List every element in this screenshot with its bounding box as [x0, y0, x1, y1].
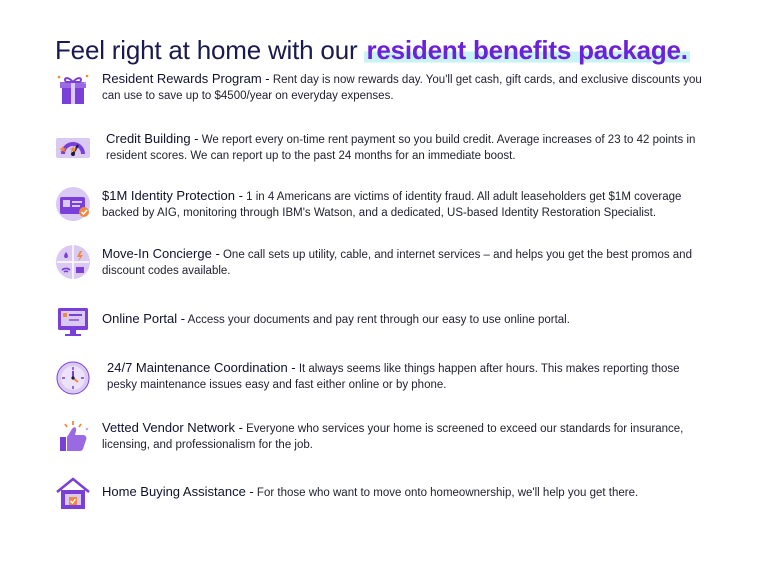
- page-title: [55, 32, 690, 68]
- id-card-icon: [54, 185, 92, 223]
- clock-icon: [54, 359, 92, 397]
- headline-lead: Feel right at home with our: [55, 35, 365, 66]
- benefit-text: [107, 360, 712, 393]
- benefit-title: 24/7 Maintenance Coordination -: [107, 360, 296, 375]
- benefit-body: 1 in 4 Americans are victims of identity fraud. All adult leaseholders get $1M coverage backed by AIG, monitoring through IBM's Watson, and a dedicated, US-based Identity Restoration Specialist.: [102, 191, 682, 219]
- headline-highlight: resident benefits package.: [366, 35, 688, 66]
- benefit-title: Resident Rewards Program -: [102, 71, 270, 86]
- benefit-body: We report every on-time rent payment so you build credit. Average increases of 23 to 42 points in resident scores. We can report up to the past 24 months for an immediate boost.: [106, 134, 696, 162]
- benefit-body: Access your documents and pay rent through our easy to use online portal.: [185, 314, 570, 326]
- benefit-body: For those who want to move onto homeownership, we'll help you get there.: [253, 487, 639, 499]
- benefit-title: Vetted Vendor Network -: [102, 420, 243, 435]
- benefit-body: It always seems like things happen after hours. This makes reporting those pesky maintenance issues easy and fast either online or by phone.: [107, 363, 680, 391]
- benefit-text: [102, 311, 707, 329]
- benefit-text: [102, 71, 707, 104]
- benefit-title: Move-In Concierge -: [102, 246, 220, 261]
- credit-gauge-icon: [54, 128, 92, 166]
- benefit-text: [102, 246, 707, 279]
- gift-icon: [54, 71, 92, 109]
- utilities-icon: [54, 243, 92, 281]
- benefit-body: One call sets up utility, cable, and internet services – and helps you get the best promos and discount codes available.: [102, 249, 692, 277]
- benefit-title: Online Portal -: [102, 311, 186, 326]
- benefit-body: Rent day is now rewards day. You'll get cash, gift cards, and exclusive discounts you can use to save up to $4500/year on everyday expenses.: [102, 74, 702, 102]
- house-icon: [54, 475, 92, 513]
- thumbs-up-icon: [54, 419, 92, 457]
- benefit-title: Credit Building -: [106, 131, 199, 146]
- benefit-body: Everyone who services your home is screened to exceed our standards for insurance, licensing, and professionalism for the job.: [102, 423, 684, 451]
- benefit-title: $1M Identity Protection -: [102, 188, 243, 203]
- benefit-text: [102, 188, 707, 221]
- benefit-text: [106, 131, 711, 164]
- benefit-title: Home Buying Assistance -: [102, 484, 254, 499]
- monitor-icon: [54, 302, 92, 340]
- benefit-text: [102, 420, 707, 453]
- benefit-text: [102, 484, 707, 502]
